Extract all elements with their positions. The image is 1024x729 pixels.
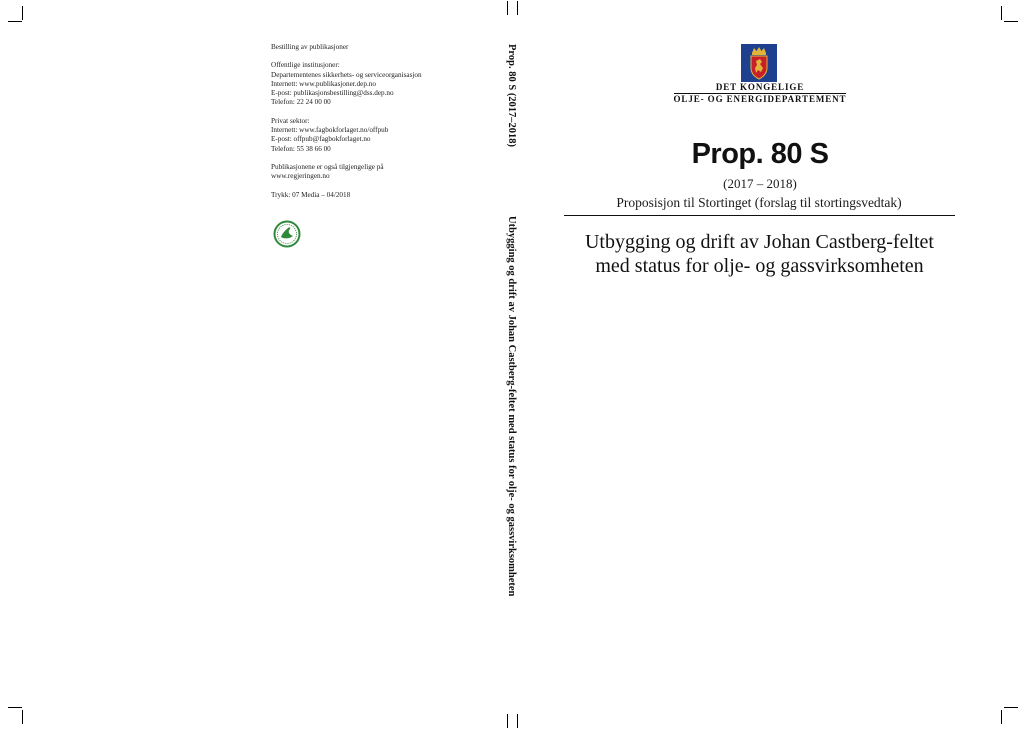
proposition-subtitle: Proposisjon til Stortinget (forslag til stortingsvedtak)	[616, 195, 902, 210]
availability-url: www.regjeringen.no	[271, 172, 330, 181]
public-sector-internet: Internett: www.publikasjoner.dep.no	[271, 79, 376, 88]
crop-mark	[1001, 710, 1002, 724]
back-cover-ordering-info	[271, 43, 481, 209]
nordic-swan-ecolabel-icon	[273, 220, 301, 248]
spine-prop-number: Prop. 80 S (2017–2018)	[506, 44, 517, 148]
ministry-line-2: OLJE- OG ENERGIDEPARTEMENT	[673, 94, 847, 104]
crop-mark	[517, 714, 518, 728]
crop-mark	[517, 1, 518, 15]
crop-mark	[1004, 21, 1018, 22]
document-title-line-1: Utbygging og drift av Johan Castberg-feltet	[584, 231, 934, 253]
session-years: (2017 – 2018)	[723, 176, 797, 191]
ministry-name	[664, 82, 856, 105]
document-title	[564, 230, 955, 278]
ministry-line-1: DET KONGELIGE	[715, 82, 805, 92]
proposition-number: Prop. 80 S	[691, 138, 829, 170]
crop-mark	[22, 6, 23, 20]
crop-mark	[507, 1, 508, 15]
crop-mark	[507, 714, 508, 728]
ordering-heading: Bestilling av publikasjoner	[271, 43, 349, 51]
public-sector-heading: Offentlige institusjoner:	[271, 61, 340, 70]
private-sector-phone: Telefon: 55 38 66 00	[271, 144, 331, 153]
availability-note: Publikasjonene er også tilgjengelige på	[271, 162, 384, 171]
crop-mark	[22, 710, 23, 724]
public-sector-organisation: Departementenes sikkerhets- og serviceorganisasjon	[271, 70, 422, 79]
crop-mark	[1004, 707, 1018, 708]
spine-title: Utbygging og drift av Johan Castberg-feltet med status for olje- og gassvirksomheten	[506, 216, 517, 597]
public-sector-email: E-post: publikasjonsbestilling@dss.dep.no	[271, 89, 394, 98]
private-sector-internet: Internett: www.fagbokforlaget.no/offpub	[271, 126, 389, 135]
private-sector-heading: Privat sektor:	[271, 116, 310, 125]
private-sector-email: E-post: offpub@fagbokforlaget.no	[271, 135, 371, 144]
crop-mark	[8, 707, 22, 708]
crop-mark	[1001, 6, 1002, 20]
norwegian-coat-of-arms-icon	[741, 44, 777, 82]
public-sector-phone: Telefon: 22 24 00 00	[271, 98, 331, 107]
document-title-line-2: med status for olje- og gassvirksomheten	[595, 255, 924, 277]
crop-mark	[8, 21, 22, 22]
title-divider	[564, 215, 955, 216]
print-info: Trykk: 07 Media – 04/2018	[271, 190, 351, 199]
